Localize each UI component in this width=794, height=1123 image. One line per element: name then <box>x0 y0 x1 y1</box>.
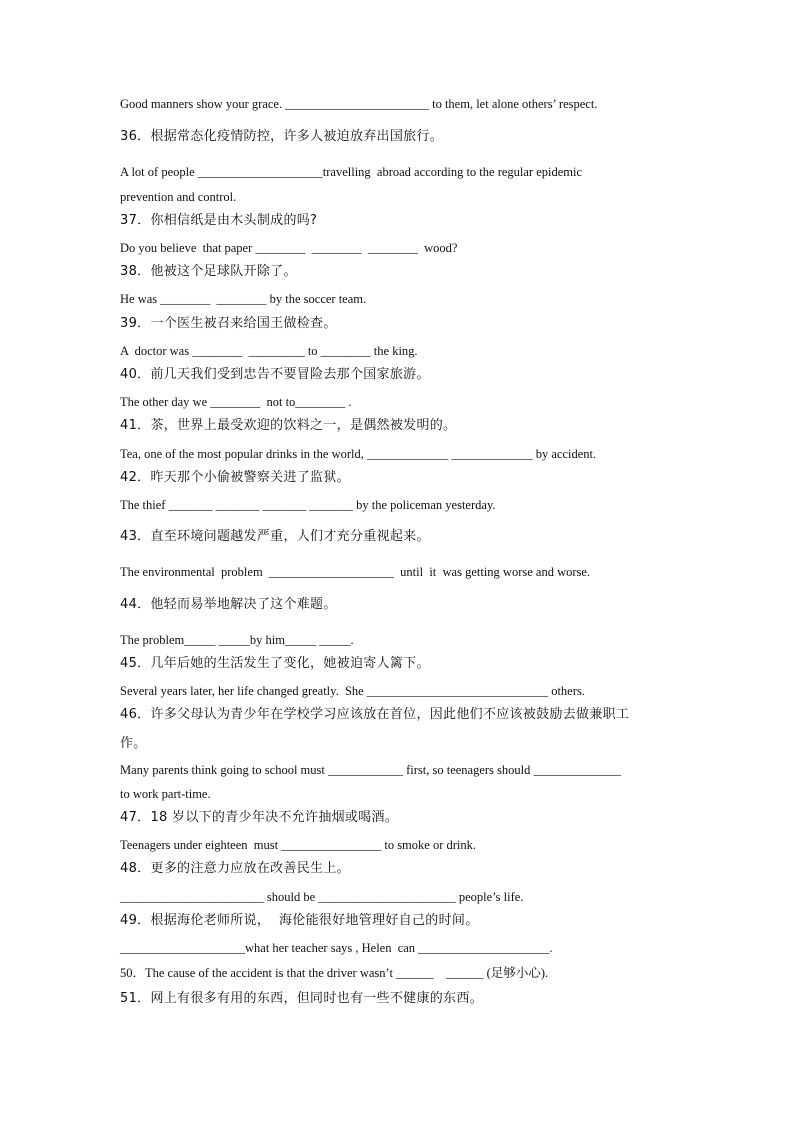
q51-zh: 51．网上有很多有用的东西，但同时也有一些不健康的东西。 <box>120 991 483 1006</box>
q40-en: The other day we ________ not to________ . <box>120 395 352 409</box>
q39-zh: 39．一个医生被召来给国王做检查。 <box>120 316 337 331</box>
q37-en: Do you believe that paper ________ ________ ________ wood? <box>120 241 458 255</box>
q44-zh: 44．他轻而易举地解决了这个难题。 <box>120 597 337 612</box>
q37-zh: 37．你相信纸是由木头制成的吗? <box>120 213 318 228</box>
q38-zh: 38．他被这个足球队开除了。 <box>120 264 297 279</box>
q42-zh: 42．昨天那个小偷被警察关进了监狱。 <box>120 470 350 485</box>
q39-en: A doctor was ________ _________ to ________ the king. <box>120 344 418 358</box>
q41-zh: 41．茶，世界上最受欢迎的饮料之一，是偶然被发明的。 <box>120 418 457 433</box>
q47-zh: 47．18 岁以下的青少年决不允许抽烟或喝酒。 <box>120 810 399 825</box>
q43-en: The environmental problem ____________________ until it was getting worse and worse. <box>120 565 591 579</box>
q50: 50．The cause of the accident is that the driver wasn’t ______ ______ (足够小心). <box>120 966 549 980</box>
q46-zh: 46．许多父母认为青少年在学校学习应该放在首位，因此他们不应该被鼓励去做兼职工 <box>120 707 630 722</box>
q46-en: Many parents think going to school must ____________ first, so teenagers should ______________ <box>120 763 622 777</box>
q46-zh-cont: 作。 <box>120 736 147 751</box>
q47-en: Teenagers under eighteen must ________________ to smoke or drink. <box>120 838 476 852</box>
q40-zh: 40．前几天我们受到忠告不要冒险去那个国家旅游。 <box>120 367 430 382</box>
q43-zh: 43．直至环境问题越发严重，人们才充分重视起来。 <box>120 529 430 544</box>
q36-zh: 36．根据常态化疫情防控，许多人被迫放弃出国旅行。 <box>120 129 444 144</box>
q44-en: The problem_____ _____by him_____ _____. <box>120 633 354 647</box>
q49-en: ____________________what her teacher says , Helen can _____________________. <box>120 941 553 955</box>
q48-en: _______________________ should be ______________________ people’s life. <box>120 890 524 904</box>
q45-zh: 45．几年后她的生活发生了变化，她被迫寄人篱下。 <box>120 656 430 671</box>
q45-en: Several years later, her life changed greatly. She _____________________________ others. <box>120 684 585 698</box>
q36-en-cont: prevention and control. <box>120 190 237 204</box>
q38-en: He was ________ ________ by the soccer team. <box>120 292 367 306</box>
q49-zh: 49．根据海伦老师所说， 海伦能很好地管理好自己的时间。 <box>120 913 479 928</box>
q41-en: Tea, one of the most popular drinks in the world, _____________ _____________ by accident. <box>120 447 597 461</box>
q48-zh: 48．更多的注意力应放在改善民生上。 <box>120 861 350 876</box>
q36-en: A lot of people ____________________travelling abroad according to the regular epidemic <box>120 165 583 179</box>
q42-en: The thief _______ _______ _______ _______ by the policeman yesterday. <box>120 498 496 512</box>
line-35-en: Good manners show your grace. _______________________ to them, let alone others’ respect. <box>120 97 598 111</box>
q46-en-cont: to work part-time. <box>120 787 211 801</box>
